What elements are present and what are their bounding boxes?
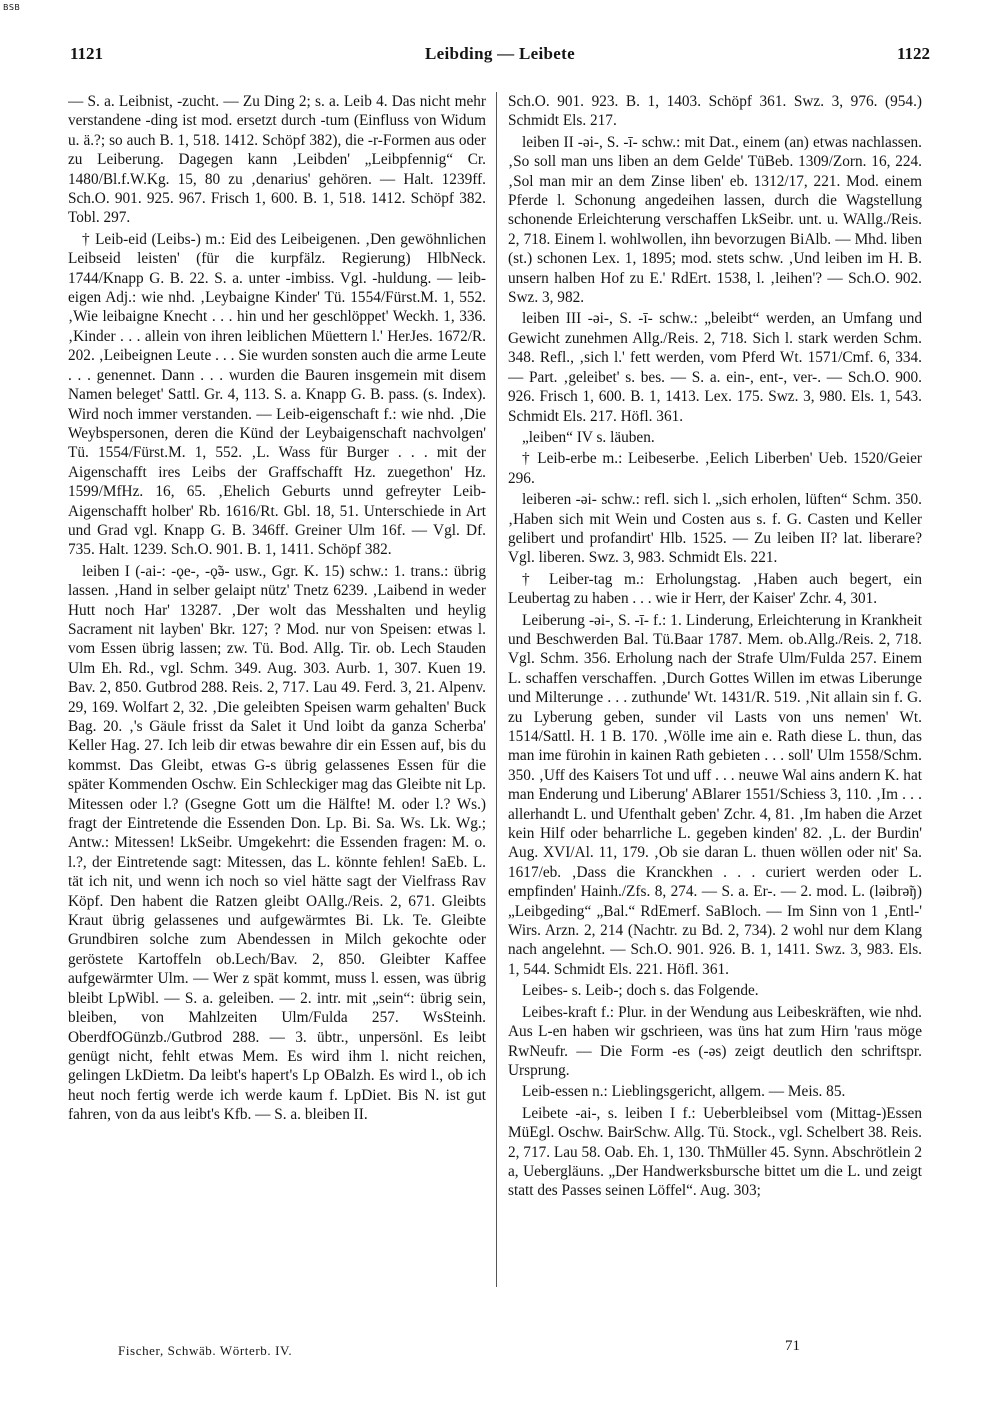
left-column: [68, 92, 486, 1287]
entry-leib-essen: Leib-essen n.: Lieblingsgericht, allgem. — Meis. 85.: [522, 1083, 846, 1101]
entry-leib-eid: † Leib-eid (Leibs-) m.: Eid des Leibeigenen. ‚Den gewöhnlichen Leibseid leisten' (für die kurpfälz. Regierung) HlbNeck. 1744/Knapp G. B. 22. S. a. unter -imbiss. Vgl. -huldung. — leib-eigen Adj.: wie nhd. ‚Leybaigne Kinder' Tü. 1554/Fürst.M. 1, 552. ‚Wie leibaigne Knecht . . . hin und her geschlöppet' Weckh. 1, 336. ‚Kinder . . . allein von ihren leiblichen Müettern l.' HerJes. 1672/R. 202. ‚Leibeignen Leute . . . Sie wurden sonsten auch die arme Leute . . . genennet. Dann . . . wurden die Bauren insgemein mit disem Namen beleget' Sattl. Gr. 4, 113. S. a. Knapp G. B. pass. (s. Index). Wird noch immer verstanden. — Leib-eigenschaft f.: wie nhd. ‚Die Weybspersonen, deren die Künd der Leybaigenschaft nachvolgen' Tü. 1554/Fürst.M. 1, 552. ‚L. Wass für Burger . . . mit der Aigenschafft ires Leibs der Graffschafft Hz. zuegethon' Hz. 1599/MfHz. 16, 65. ‚Ehelich Geburts unnd gefreyter Leib-Aigenschafft holber' Rb. 1616/Rt. Gbl. 18, 51. Unterschiede in Art und Grad vgl. Knapp G. B. 346ff. Greiner Ulm 16f. — Vgl. Df. 735. Halt. 1239. Sch.O. 901. B. 1, 1411. Schöpf 382.: [68, 230, 486, 559]
entry-continuation: Sch.O. 901. 923. B. 1, 1403. Schöpf 361. Swz. 3, 976. (954.) Schmidt Els. 217.: [508, 93, 922, 130]
entry-leiben-iii: leiben III -əi-, S. -ī- schw.: „beleibt“ werden, an Umfang und Gewicht zunehmen Allg./Reis. 2, 718. Sich l. stark werden Schm. 348. Refl., ‚sich l.' fett werden, vom Pferd Wt. 1571/Cmf. 6, 334. — Part. ‚geleibet' s. bes. — S. a. ein-, ent-, ver-. — Sch.O. 900. 926. Frisch 1, 600. B. 1, 1413. Lex. 175. Swz. 3, 980. Els. 1, 543. Schmidt Els. 217. Höfl. 361.: [508, 310, 922, 425]
entry-leiben-iv: „leiben“ IV s. läuben.: [522, 428, 655, 446]
entry-leiben-i: leiben I (-ai-: -ǫe-, -ǫ̃ə- usw., Ggr. K. 15) schw.: 1. trans.: übrig lassen. ‚Hand in selber gelaipt nütz' Tnetz 6239. ‚Laibend in weder Hutt noch Har' 13287. ‚Der wolt das Messhalten und heylig Sacrament nit layben' Bkr. 127; ? Mod. nur von Speisen: etwas l. vom Essen übrig lassen; zw. Tü. Bod. Allg. Tir. ob. Lech Stauden Ulm Eh. Rd., vgl. Schm. 349. Aug. 303. Aurb. 1, 307. Kuen 19. Bav. 2, 850. Gutbrod 288. Reis. 2, 717. Lau 49. Ferd. 3, 21. Alpenv. 29, 169. Wolfart 2, 32. ‚Die geleibten Speisen warm gehalten' Buck Bag. 20. ‚'s Gäule frisst da Salet it Und loibt da ganza Scherba' Keller Hag. 27. Ich leib dir etwas bewahre dir ein Essen auf, bis du kommst. Das Gleibt, etwas G-s übrig gelassenes Essen für die später Kommenden Oschw. Ein Schleckiger mag das Gleibte nit Lp. Mitessen oder l.? (Gsegne Gott um die Hälfte! M. oder l.? Ws.) fragt der Eintretende die Essenden Don. Lp. Bi. Sa. Ws. Lk. Wg.; Antw.: Mitessen! LkSeibr. Umgekehrt: die Essenden fragen: M. o. l.?, der Eintretende sagt: Mitessen, das L. könnte fehlen! SaEb. L. tät ich nit, und wenn ich noch so viel hätte sagt der Vielfrass Rav Köpf. Den habent die Ratzen gleibt OAllg./Reis. 2, 671. Gleibts Kraut übrig gelassenes und aufgewärmtes Bi. Lk. Te. Gleibte Grundbiren solche zum Abendessen in Milch gekochte oder geröstete Kartoffeln ob.Lech/Bav. 2, 850. Gleibter Kaffee aufgewärmter Ulm. — Wer z spät kommt, muss l. essen, was übrig bleibt LpWibl. — S. a. geleiben. — 2. intr. mit „sein“: übrig sein, bleiben, von Mahlzeiten Ulm/Fulda 257. WsSteinh. OberdfOGünzb./Gutbrod 288. — 3. übtr., unpersönl. Es leibt genügt nicht, fehlt etwas Mem. Es wird ihm l. nicht reichen, gelingen LkDietm. Da leibt's hapert's Lp OBalzh. Es wird l., ob ich heut noch fertig werde ich werde kaum f. LpDiet. Bis N. ist gut fahren, von da aus leibt's Kfb. — S. a. bleiben II.: [68, 562, 486, 1124]
entry-leiber-tag: † Leiber-tag m.: Erholungstag. ‚Haben auch begert, ein Leubertag zu haben . . . wie ir Herr, der Kaiser' Zchr. 4, 301.: [508, 570, 922, 608]
entry-leibete: Leibete -ai-, s. leiben I f.: Ueberbleibsel vom (Mittag-)Essen MüEgl. Oschw. BairSchw. Allg. Tü. Stock., vgl. Schelbert 38. Reis. 2, 717. Lau 58. Oab. Eh. 1, 130. ThMüller 45. Synn. Abschrötlein 2 a, Uebergläuns. „Der Handwerksbursche bittet um die L. und zeigt statt des Passes seinen Löffel“. Aug. 303;: [508, 1104, 922, 1200]
entry-leib-erbe: † Leib-erbe m.: Leibeserbe. ‚Eelich Liberben' Ueb. 1520/Geier 296.: [508, 450, 922, 487]
library-stamp: BSB: [3, 3, 21, 12]
entry-leiberung: Leiberung -əi-, S. -ī- f.: 1. Linderung, Erleichterung in Krankheit und Beschwerden Bal. Tü.Baar 1787. Mem. ob.Allg./Reis. 2, 718. Vgl. Schm. 356. Erholung nach der Strafe Ulm/Fulda 257. Einem L. schaffen verschaffen. ‚Durch Gottes Willen im etwas Liberunge und Milterunge . . . zuthunde' Wt. 1431/R. 519. ‚Nit allain sin f. G. zu Lyberung geben, sunder vil Lasts von uns nemen' Wt. 1514/Sattl. H. 1 B. 170. ‚Wölle ime ain e. Rath diese L. thun, das man ime fürohin in kainen Rath gebieten . . . soll' Ulm 1558/Schm. 350. ‚Uff des Kaisers Tot und uff . . . neuwe Wal ains andern K. hat man Enderung und Liberung' ABlarer 1551/Schiess 3, 110. ‚Im . . . allerhandt L. und Ufenthalt geben' Zchr. 4, 81. ‚Im haben die Arzet kein Hilf oder beharrliche L. gegeben kinden' 82. ‚L. der Burdin' Aug. XVI/Al. 11, 179. ‚Ob sie daran L. thuen wöllen oder nit' Sa. 1617/eb. ‚Dass die Kranckhen . . . curiert werden oder L. empfinden' Hainh./Zfs. 8, 274. — S. a. Er-. — 2. mod. L. (ləibrə̃ŋ) „Leibgeding“ „Bal.“ RdEmerf. SaBloch. — Im Sinn von 1 ‚Entl-' Wirs. Arzn. 2, 214 (Nachtr. zu Bd. 2, 734). 2 wohl nur dem Klang nach angelehnt. — Sch.O. 901. 926. B. 1, 1411. Swz. 3, 983. Els. 1, 544. Schmidt Els. 221. Höfl. 361.: [508, 611, 922, 978]
page-header: [70, 44, 930, 74]
entry-leibding-tail: — S. a. Leibnist, -zucht. — Zu Ding 2; s. a. Leib 4. Das nicht mehr verstandene -ding ist mod. ersetzt durch -tum (Einfluss von Widum u. ä.?; so auch B. 1, 518. 1412. Schöpf 382), die -r-Formen aus oder zu Leiberung. Dagegen kann ‚Leibden' „Leibpfennig“ Cr. 1480/Bl.f.W.Kg. 15, 80 zu ‚denarius' gehören. — Halt. 1239ff. Sch.O. 901. 925. 967. Frisch 1, 600. B. 1, 518. 1412. Schöpf 382. Tobl. 297.: [68, 93, 486, 227]
entry-leiberen: leiberen -əi- schw.: refl. sich l. „sich erholen, lüften“ Schm. 350. ‚Haben sich mit Wein und Costen aus s. f. G. Casten und Keller gelibert und profandirt' Hlb. 1525. — Zu leiben II? lat. liberare? Vgl. liberen. Swz. 3, 983. Schmidt Els. 221.: [508, 491, 922, 567]
entry-leibes: Leibes- s. Leib-; doch s. das Folgende.: [522, 982, 759, 1000]
right-page-number: 1122: [896, 44, 930, 63]
footer-source: Fischer, Schwäb. Wörterb. IV.: [118, 1343, 293, 1358]
entry-leibes-kraft: Leibes-kraft f.: Plur. in der Wendung aus Leibeskräften, wie nhd. Aus L-en haben wir gschrieen, was üns hat zum Hirn 'raus möge RwNeufr. — Die Form -es (-əs) zeigt deutlich den schriftspr. Ursprung.: [508, 1003, 922, 1079]
running-title: Leibding — Leibete: [425, 44, 575, 63]
entry-leiben-ii: leiben II -əi-, S. -ī- schw.: mit Dat., einem (an) etwas nachlassen. ‚So soll man uns liben an dem Gelde' TüBeb. 1309/Zorn. 16, 224. ‚Sol man mir an dem Zinse liben' eb. 1312/17, 221. Mod. einem Pferde l. Schonung angedeihen lassen, durch die Wagstellung schonende Erleichterung verschaffen LkSeibr. unt. u. WAllg./Reis. 2, 718. Einem l. wohlwollen, ihn bevorzugen BiAlb. — Mhd. liben (st.) schonen Lex. 1, 1895; mod. stets schw. ‚Und leiben im H. B. unsern halben Hof zu E.' RdErt. 1538, l. ‚leihen'? — Sch.O. 902. Swz. 3, 982.: [508, 133, 922, 307]
sheet-signature: 71: [785, 1338, 800, 1354]
column-divider: [496, 92, 497, 1287]
left-page-number: 1121: [70, 44, 104, 63]
right-column: [508, 92, 922, 1287]
